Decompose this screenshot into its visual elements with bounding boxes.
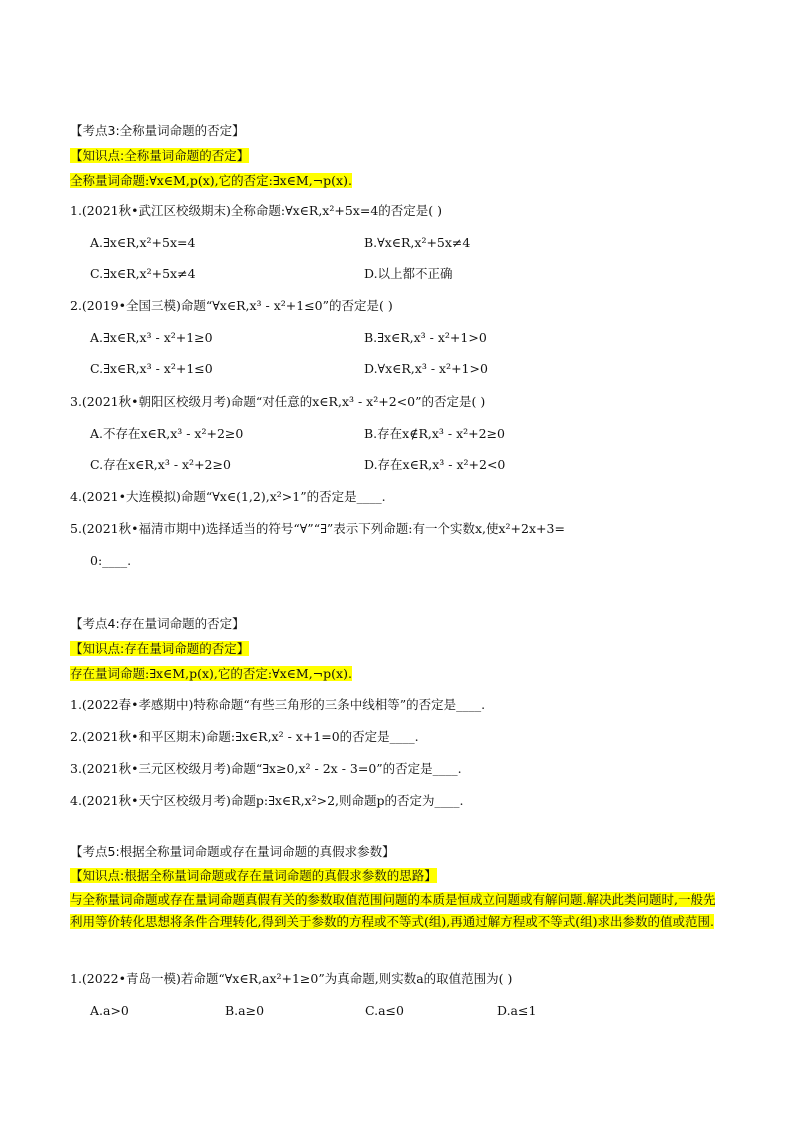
s4-q4-stem: 4.(2021秋•天宁区校级月考)命题p:∃x∈R,x²>2,则命题p的否定为____. <box>70 793 464 808</box>
s3-q5-stem: 5.(2021秋•福清市期中)选择适当的符号“∀”“∃”表示下列命题:有一个实数x,使x²+2x+3= <box>70 521 565 536</box>
s3-q3-option-a: A.不存在x∈R,x³ - x²+2≥0 <box>90 426 244 441</box>
section-4-knowledge-text: 【知识点:存在量词命题的否定】 <box>70 641 250 656</box>
s5-q1-stem: 1.(2022•青岛一模)若命题“∀x∈R,ax²+1≥0”为真命题,则实数a的取值范围为( ) <box>70 971 513 986</box>
section-5-knowledge-text: 【知识点:根据全称量词命题或存在量词命题的真假求参数的思路】 <box>70 868 437 883</box>
section-4-title: 【考点4:存在量词命题的否定】 <box>70 616 245 631</box>
s3-q1-stem: 1.(2021秋•武江区校级期末)全称命题:∀x∈R,x²+5x=4的否定是( ) <box>70 203 442 218</box>
section-4-rule <box>70 665 352 683</box>
s3-q1-option-d: D.以上都不正确 <box>364 266 453 281</box>
s3-q1-option-a: A.∃x∈R,x²+5x=4 <box>90 235 196 250</box>
s3-q1-option-b: B.∀x∈R,x²+5x≠4 <box>364 235 471 250</box>
section-5-knowledge <box>70 867 437 885</box>
s3-q2-stem: 2.(2019•全国三模)命题“∀x∈R,x³ - x²+1≤0”的否定是( ) <box>70 298 393 313</box>
s3-q3-option-b: B.存在x∉R,x³ - x²+2≥0 <box>364 426 505 441</box>
s4-q3-stem: 3.(2021秋•三元区校级月考)命题“∃x≥0,x² - 2x - 3=0”的否定是____. <box>70 761 462 776</box>
s3-q3-option-c: C.存在x∈R,x³ - x²+2≥0 <box>90 457 231 472</box>
s3-q2-option-d: D.∀x∈R,x³ - x²+1>0 <box>364 361 488 376</box>
s5-q1-option-b: B.a≥0 <box>225 1003 265 1018</box>
section-4-rule-text: 存在量词命题:∃x∈M,p(x),它的否定:∀x∈M,¬p(x). <box>70 666 352 681</box>
s3-q2-option-c: C.∃x∈R,x³ - x²+1≤0 <box>90 361 213 376</box>
section-3-knowledge <box>70 147 249 165</box>
section-4-knowledge <box>70 640 249 658</box>
s3-q2-option-a: A.∃x∈R,x³ - x²+1≥0 <box>90 330 213 345</box>
section-3-knowledge-text: 【知识点:全称量词命题的否定】 <box>70 148 250 163</box>
s3-q3-stem: 3.(2021秋•朝阳区校级月考)命题“对任意的x∈R,x³ - x²+2<0”的否定是( ) <box>70 394 486 409</box>
section-3-rule <box>70 172 352 190</box>
section-5-explanation <box>70 889 726 933</box>
s3-q2-option-b: B.∃x∈R,x³ - x²+1>0 <box>364 330 487 345</box>
s3-q1-option-c: C.∃x∈R,x²+5x≠4 <box>90 266 196 281</box>
section-5-explanation-text: 与全称量词命题或存在量词命题真假有关的参数取值范围问题的本质是恒成立问题或有解问题.解决此类问题时,一般先利用等价转化思想将条件合理转化,得到关于参数的方程或不等式(组),再通过解方程或不等式(组)求出参数的值或范围. <box>70 892 716 929</box>
s3-q3-option-d: D.存在x∈R,x³ - x²+2<0 <box>364 457 506 472</box>
section-3-title: 【考点3:全称量词命题的否定】 <box>70 123 245 138</box>
s4-q1-stem: 1.(2022春•孝感期中)特称命题“有些三角形的三条中线相等”的否定是____. <box>70 697 486 712</box>
s4-q2-stem: 2.(2021秋•和平区期末)命题:∃x∈R,x² - x+1=0的否定是____. <box>70 729 419 744</box>
s5-q1-option-c: C.a≤0 <box>365 1003 404 1018</box>
section-3-rule-text: 全称量词命题:∀x∈M,p(x),它的否定:∃x∈M,¬p(x). <box>70 173 352 188</box>
s3-q5-continuation: 0:____. <box>90 553 132 568</box>
s5-q1-option-d: D.a≤1 <box>497 1003 537 1018</box>
section-5-title: 【考点5:根据全称量词命题或存在量词命题的真假求参数】 <box>70 844 395 859</box>
s5-q1-option-a: A.a>0 <box>90 1003 129 1018</box>
s3-q4-stem: 4.(2021•大连模拟)命题“∀x∈(1,2),x²>1”的否定是____. <box>70 489 386 504</box>
